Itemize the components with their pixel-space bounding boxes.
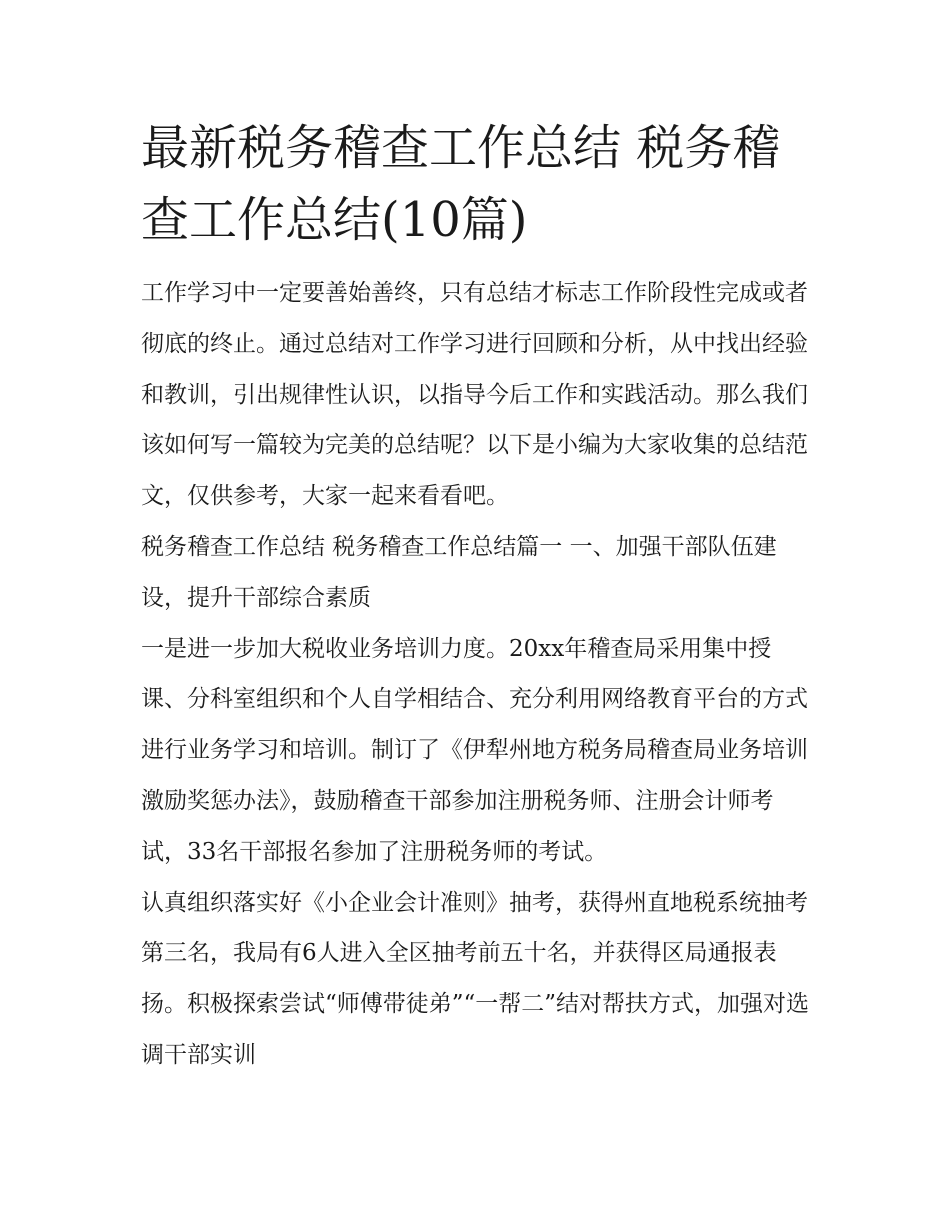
document-body (141, 112, 816, 1081)
section-heading-paragraph: 税务稽查工作总结 税务稽查工作总结篇一 一、加强干部队伍建设，提升干部综合素质 (141, 533, 777, 611)
document-title: 最新税务稽查工作总结 税务稽查工作总结(10篇) (141, 120, 781, 248)
intro-paragraph: 工作学习中一定要善始善终，只有总结才标志工作阶段性完成或者彻底的终止。通过总结对工作学习进行回顾和分析，从中找出经验和教训，引出规律性认识，以指导今后工作和实践活动。那么我们该如何写一篇较为完美的总结呢？以下是小编为大家收集的总结范文，仅供参考，大家一起来看看吧。 (141, 280, 808, 510)
exam-paragraph: 认真组织落实好《小企业会计准则》抽考，获得州直地税系统抽考第三名，我局有6人进入全区抽考前五十名，并获得区局通报表扬。积极探索尝试“师傅带徒弟”“一帮二”结对帮扶方式，加强对选调干部实训 (141, 889, 810, 1068)
training-paragraph: 一是进一步加大税收业务培训力度。20xx年稽查局采用集中授课、分科室组织和个人自学相结合、充分利用网络教育平台的方式进行业务学习和培训。制订了《伊犁州地方税务局稽查局业务培训激励奖惩办法》，鼓励稽查干部参加注册税务师、注册会计师考试，33名干部报名参加了注册税务师的考试。 (141, 635, 808, 865)
